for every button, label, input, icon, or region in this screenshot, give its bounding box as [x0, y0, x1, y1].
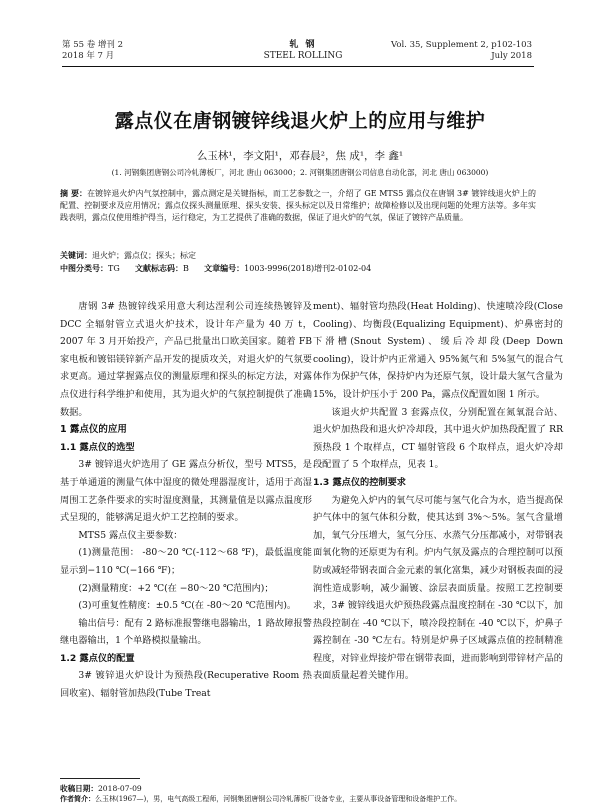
header-rule: [62, 66, 534, 67]
classification-line: [60, 263, 536, 275]
param-accuracy: (2)测量精度：+2 ℃(在 −80～20 ℃范围内)；: [78, 582, 274, 594]
keywords: [60, 250, 536, 262]
keywords-label: 关键词：: [60, 251, 92, 260]
abstract: [60, 188, 536, 225]
footnote-rule: [60, 778, 140, 779]
right-column: [313, 298, 563, 685]
paragraph-output: 输出信号：配有 2 路标准报警继电器输出，1 路故障报警继电器输出，1 个单路模拟量输出。: [60, 617, 312, 647]
left-column: [60, 298, 312, 703]
paragraph-model: 3# 镀锌退火炉选用了 GE 露点分析仪，型号 MTS5，是基于单通道的测量气体中湿度的微处理器湿度计，适用于高湿周围工艺条件要求的实时湿度测量，其测量值是以露点温度形式呈现的，能够满足退火炉工艺控制的要求。: [60, 459, 312, 524]
received-date: 2018-07-09: [97, 784, 142, 793]
doc-code-value: B: [183, 264, 189, 273]
clc-value: TG: [108, 264, 120, 273]
article-no-label: 文章编号：: [204, 264, 245, 273]
param-repeatability: (3)可重复性精度：±0.5 ℃(在 -80～20 ℃范围内)。: [78, 600, 297, 612]
header-volume-en: Vol. 35, Supplement 2, p102-103: [390, 40, 532, 50]
article-no-value: 1003-9996(2018)增刊2-0102-04: [244, 264, 372, 273]
abstract-label: 摘 要：: [60, 189, 88, 198]
footnote-author: [60, 794, 536, 804]
author-list: 么玉林¹，李文阳¹，邓春晨²，焦 成¹，李 鑫¹: [196, 150, 404, 162]
author-bio: 么玉林(1967—)，男，电气高级工程师，河钢集团唐钢公司冷轧薄板厂设备专业，主要从事设备管理和设备维护工作。: [95, 795, 462, 803]
paragraph-params-intro: MTS5 露点仪主要参数：: [78, 529, 183, 541]
header-right: [391, 40, 532, 62]
abstract-text: 在镀锌退火炉内气氛控制中，露点测定是关键指标，而工艺参数之一，介绍了 GE MTS5 露点仪在唐钢 3# 镀锌线退火炉上的配置、控制要求及应用情况；露点仪探头测量原理、探头安装、探头标定以及日常维护；故障检修以及出现问题的处理方法等。多年实践表明，露点仪使用维护得当，运行稳定，为工艺提供了准确的数据，保证了退火炉的气氛，保证了镀锌产品质量。: [60, 189, 536, 223]
subsection-heading-1-1: 1.1 露点仪的选型: [60, 441, 135, 453]
header-left: [62, 40, 123, 62]
intro-paragraph: 唐钢 3# 热镀锌线采用意大利达涅利公司连续热镀锌及 DCC 全辐射管立式退火炉技术，设计年产量为 40 万 t，2007 年 3 月开始投产，产品已批量出口欧美国家。随着 FB 家电板和镀铝镁锌新产品开发的提质攻关，对退火炉的气氛要求更高。通过掌握露点仪的测量原理和探头的标定方法，对露点仪进行科学维护和使用，其为退火炉的气氛控制提供了准确数据。: [60, 301, 312, 418]
author-bio-label: 作者简介：: [60, 794, 95, 803]
section-heading-1: 1 露点仪的应用: [60, 424, 127, 436]
header-month-en: July 2018: [491, 51, 532, 61]
paragraph-config-start: 3# 镀锌退火炉设计为预热段(Recuperative Room 热回收室)、辐射管加热段(Tube Treat: [60, 670, 312, 700]
paragraph-sampling: 该退火炉共配置 3 套露点仪，分别配置在氮氧混合站、退火炉加热段和退火炉冷却段，其中退火炉加热段配置了 RR 预热段 1 个取样点，CT 辐射管段 6 个取样点，退火炉冷却段配置了 5 个取样点，见表 1。: [313, 406, 563, 471]
header-journal-en: STEEL ROLLING: [263, 51, 343, 61]
paragraph-config-cont: ment)、辐射管均热段(Heat Holding)、快速喷冷段(Close Cooling)、均衡段(Equalizing Equipment)、炉鼻密封的下滑槽(Snout System)、缓后冷却段(Deep Down cooling)，设计炉内正常通入 95%氮气和 5%氢气的混合气体作为保护气体，保持炉内为还原气氛，设计最大氢气含量为 15%，设计炉压小于 200 Pa，露点仪配置如图 1 所示。: [313, 301, 563, 400]
paragraph-control: 为避免入炉内的氧气尽可能与氢气化合为水，造当提高保护气体中的氢气体积分数，使其达到 3%～5%。氢气含量增加，氧气分压增大，氢气分压、水蒸气分压都减小，对带钢表面氧化物的还原更为有利。炉内气氛及露点的合理控制可以预防或减轻带钢表面合金元素的氧化富集，减少对钢板表面的浸润性造成影响，减少漏镀、涂层表面质量。按照工艺控制要求，3# 镀锌线退火炉预热段露点温度控制在 -30 ℃以下，加热段控制在 -40 ℃以下，喷冷段控制在 -40 ℃以下，炉鼻子露控制在 -30 ℃左右。特别是炉鼻子区域露点值的控制精准程度，对锌业焊接炉带在钢带表面，进而影响到带锌材产品的表面质量起着关键作用。: [313, 494, 563, 682]
received-label: 收稿日期：: [60, 784, 98, 793]
doc-code-label: 文献标志码：: [135, 264, 183, 273]
subsection-heading-1-3: 1.3 露点仪的控制要求: [313, 476, 406, 488]
header-date: 2018 年 7 月: [62, 51, 115, 61]
header-issue: 第 55 卷 增刊 2: [62, 40, 124, 50]
header-journal-cn: 轧 钢: [289, 40, 317, 50]
header-center: [258, 40, 348, 62]
affiliation: (1. 河钢集团唐钢公司冷轧薄板厂，河北 唐山 063000；2. 河钢集团唐钢公司信息自动化部，河北 唐山 063000): [111, 168, 489, 177]
subsection-heading-1-2: 1.2 露点仪的配置: [60, 652, 135, 664]
param-range: (1)测量范围： -80～20 ℃(-112～68 ℉)，最低温度能显示到−110 ℃(−166 ℉)；: [60, 547, 312, 576]
keywords-text: 退火炉；露点仪；探头；标定: [92, 251, 196, 260]
clc-label: 中图分类号：: [60, 264, 108, 273]
article-title: 露点仪在唐钢镀锌线退火炉上的应用与维护: [114, 110, 486, 132]
